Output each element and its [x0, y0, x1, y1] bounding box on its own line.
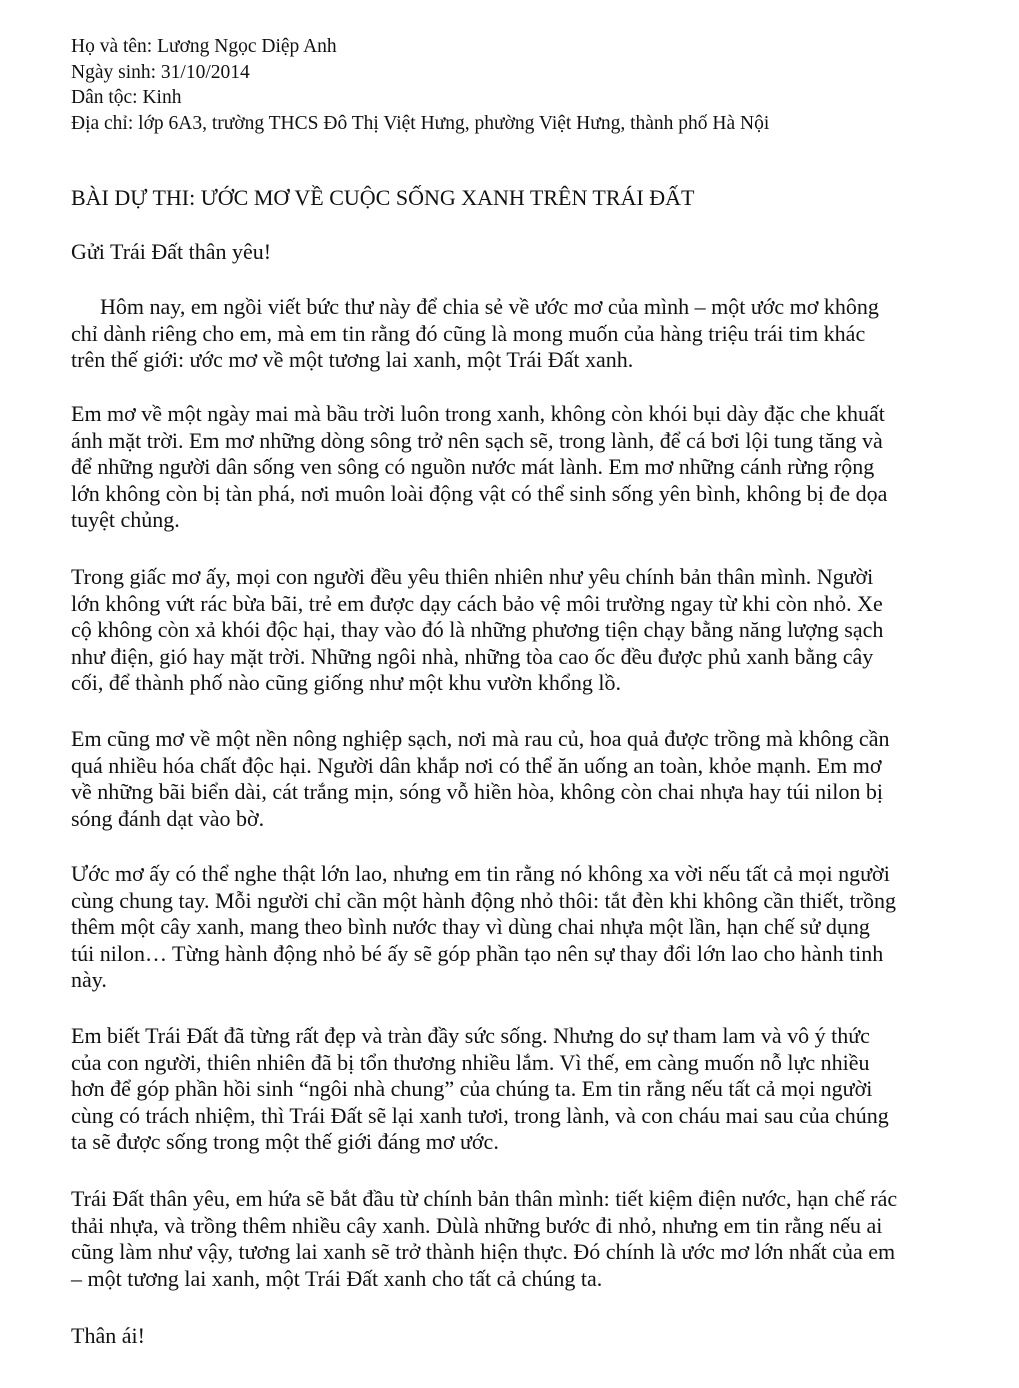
- paragraph-line: của con người, thiên nhiên đã bị tổn thương nhiều lắm. Vì thế, em càng muốn nỗ lực nhiều: [71, 1049, 870, 1075]
- paragraph-line: cùng có trách nhiệm, thì Trái Đất sẽ lại xanh tươi, trong lành, và con cháu mai sau của chúng: [71, 1102, 889, 1128]
- ethnicity-line: Dân tộc: Kinh: [71, 87, 182, 108]
- paragraph-line: về những bãi biển dài, cát trắng mịn, sóng vỗ hiền hòa, không còn chai nhựa hay túi nilon bị: [71, 779, 884, 805]
- paragraph-line: Trong giấc mơ ấy, mọi con người đều yêu thiên nhiên như yêu chính bản thân mình. Người: [71, 564, 874, 589]
- paragraph-5: [71, 861, 966, 994]
- paragraph-line: lớn không còn bị tàn phá, nơi muôn loài động vật có thể sinh sống yên bình, không bị đe dọa: [71, 480, 888, 506]
- paragraph-line: sóng đánh dạt vào bờ.: [71, 805, 265, 831]
- paragraph-line: cộ không còn xả khói độc hại, thay vào đó là những phương tiện chạy bằng năng lượng sạch: [71, 617, 884, 643]
- letter-greeting: Gửi Trái Đất thân yêu!: [71, 239, 272, 264]
- student-name-line: Họ và tên: Lương Ngọc Diệp Anh: [71, 36, 337, 57]
- paragraph-line: cối, để thành phố nào cũng giống như một khu vườn khổng lồ.: [71, 670, 621, 696]
- paragraph-line: để những người dân sống ven sông có nguồn nước mát lành. Em mơ những cánh rừng rộng: [71, 454, 875, 480]
- letter-closing: Thân ái!: [71, 1323, 145, 1348]
- paragraph-line: ta sẽ được sống trong một thế giới đáng mơ ước.: [71, 1129, 499, 1155]
- paragraph-line: cùng chung tay. Mỗi người chỉ cần một hành động nhỏ thôi: tắt đèn khi không cần thiết, trồng: [71, 887, 896, 913]
- paragraph-line: Em mơ về một ngày mai mà bầu trời luôn trong xanh, không còn khói bụi dày đặc che khuất: [71, 401, 885, 426]
- paragraph-line: ánh mặt trời. Em mơ những dòng sông trở nên sạch sẽ, trong lành, để cá bơi lội tung tăng và: [71, 427, 883, 453]
- paragraph-line: hơn để góp phần hồi sinh “ngôi nhà chung” của chúng ta. Em tin rằng nếu tất cả mọi người: [71, 1076, 873, 1102]
- address-line: Địa chỉ: lớp 6A3, trường THCS Đô Thị Việt Hưng, phường Việt Hưng, thành phố Hà Nội: [71, 112, 770, 134]
- paragraph-4: [71, 726, 966, 832]
- paragraph-line: trên thế giới: ước mơ về một tương lai xanh, một Trái Đất xanh.: [71, 347, 634, 373]
- paragraph-line: quá nhiều hóa chất độc hại. Người dân khắp nơi có thể ăn uống an toàn, khỏe mạnh. Em mơ: [71, 752, 882, 778]
- paragraph-line: cũng làm như vậy, tương lai xanh sẽ trở thành hiện thực. Đó chính là ước mơ lớn nhất của em: [71, 1239, 896, 1265]
- paragraph-line: thêm một cây xanh, mang theo bình nước thay vì dùng chai nhựa một lần, hạn chế sử dụng: [71, 914, 870, 940]
- paragraph-line: như điện, gió hay mặt trời. Những ngôi nhà, những tòa cao ốc đều được phủ xanh bằng cây: [71, 643, 874, 669]
- paragraph-1: [71, 294, 966, 374]
- paragraph-line: túi nilon… Từng hành động nhỏ bé ấy sẽ góp phần tạo nên sự thay đổi lớn lao cho hành tinh: [71, 940, 884, 966]
- essay-title: BÀI DỰ THI: ƯỚC MƠ VỀ CUỘC SỐNG XANH TRÊN TRÁI ĐẤT: [71, 185, 695, 210]
- paragraph-line: Ước mơ ấy có thể nghe thật lớn lao, nhưng em tin rằng nó không xa vời nếu tất cả mọi người: [71, 861, 890, 886]
- paragraph-line: Hôm nay, em ngồi viết bức thư này để chia sẻ về ước mơ của mình – một ước mơ không: [100, 294, 879, 319]
- paragraph-line: thải nhựa, và trồng thêm nhiều cây xanh. Dùlà những bước đi nhỏ, nhưng em tin rằng nếu ai: [71, 1212, 883, 1238]
- paragraph-2: [71, 401, 966, 534]
- birth-date-line: Ngày sinh: 31/10/2014: [71, 61, 250, 83]
- paragraph-line: lớn không vứt rác bừa bãi, trẻ em được dạy cách bảo vệ môi trường ngay từ khi còn nhỏ. Xe: [71, 590, 883, 616]
- paragraph-7: [71, 1186, 966, 1292]
- paragraph-line: này.: [71, 967, 107, 993]
- paragraph-line: Em cũng mơ về một nền nông nghiệp sạch, nơi mà rau củ, hoa quả được trồng mà không cần: [71, 726, 890, 751]
- paragraph-3: [71, 564, 966, 697]
- paragraph-line: – một tương lai xanh, một Trái Đất xanh cho tất cả chúng ta.: [71, 1265, 603, 1291]
- paragraph-line: Em biết Trái Đất đã từng rất đẹp và tràn đầy sức sống. Nhưng do sự tham lam và vô ý thức: [71, 1023, 870, 1048]
- paragraph-line: tuyệt chủng.: [71, 507, 180, 533]
- paragraph-line: Trái Đất thân yêu, em hứa sẽ bắt đầu từ chính bản thân mình: tiết kiệm điện nước, hạn chế rác: [71, 1186, 898, 1211]
- paragraph-6: [71, 1023, 966, 1156]
- paragraph-line: chỉ dành riêng cho em, mà em tin rằng đó cũng là mong muốn của hàng triệu trái tim khác: [71, 320, 866, 346]
- student-info-block: [71, 34, 971, 136]
